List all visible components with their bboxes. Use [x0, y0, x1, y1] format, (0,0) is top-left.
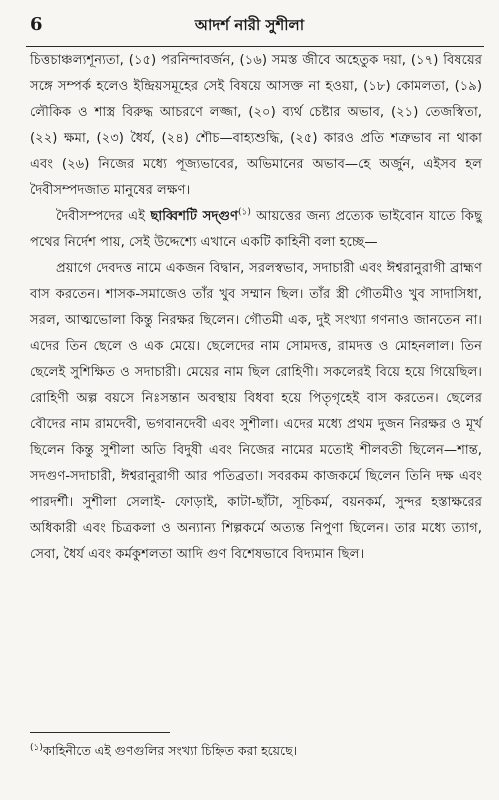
header-rule — [26, 46, 484, 47]
body-text — [30, 48, 482, 568]
running-title: আদর্শ নারী সুশীলা — [194, 16, 305, 34]
paragraph-2-end: আয়ত্তের জন্য প্রত্যেক ভাইবোন যাতে কিছু পথের নির্দেশ পায়, সেই উদ্দেশ্যে এখানে একটি কাহিনী বলা হচ্ছে— — [30, 209, 483, 250]
page-header — [0, 12, 499, 38]
footnote-mark: (১) — [30, 742, 43, 753]
paragraph-2 — [30, 204, 482, 256]
paragraph-1: চিত্তচাঞ্চল্যশূন্যতা, (১৫) পরনিন্দাবর্জন, (১৬) সমস্ত জীবে অহেতুক দয়া, (১৭) বিষয়ের সঙ্গে সম্পর্ক হলেও ইন্দ্রিয়সমূহের সেই বিষয়ে আসক্ত না হওয়া, (১৮) কোমলতা, (১৯) লৌকিক ও শাস্ত্র বিরুদ্ধ আচরণে লজ্জা, (২০) ব্যর্থ চেষ্টার অভাব, (২১) তেজস্বিতা, (২২) ক্ষমা, (২৩) ধৈর্য, (২৪) শৌচ—বাহ্যশুদ্ধি, (২৫) কারও প্রতি শত্রুভাব না থাকা এবং (২৬) নিজের মধ্যে পূজ্যভাবের, অভিমানের অভাব—হে অর্জুন, এইসব হল দৈবীসম্পদজাত মানুষের লক্ষণ। — [30, 53, 482, 198]
page-number: 6 — [30, 14, 43, 35]
paragraph-2-start: দৈবীসম্পদের এই — [56, 209, 151, 224]
bold-phrase: ছাব্বিশটি সদ্গুণ — [150, 209, 239, 224]
paragraph-3: প্রয়াগে দেবদত্ত নামে একজন বিদ্বান, সরলস্বভাব, সদাচারী এবং ঈশ্বরানুরাগী ব্রাহ্মণ বাস করতেন। শাসক-সমাজেও তাঁর খুব সম্মান ছিল। তাঁর স্ত্রী গৌতমীও খুব সাদাসিধা, সরল, আত্মভোলা কিন্তু নিরক্ষর ছিলেন। গৌতমী এক, দুই সংখ্যা গণনাও জানতেন না। এদের তিন ছেলে ও এক মেয়ে। ছেলেদের নাম সোমদত্ত, রামদত্ত ও মোহনলাল। তিন ছেলেই সুশিক্ষিত ও সদাচারী। মেয়ের নাম ছিল রোহিণী। সকলেরই বিয়ে হয়ে গিয়েছিল। রোহিণী অল্প বয়সে নিঃসন্তান অবস্থায় বিধবা হয়ে পিতৃগৃহেই বাস করতেন। ছেলের বৌদের নাম রামদেবী, ভগবানদেবী এবং সুশীলা। এদের মধ্যে প্রথম দুজন নিরক্ষর ও মূর্খ ছিলেন কিন্তু সুশীলা অতি বিদুষী এবং নিজের নামের মতোই শীলবতী ছিলেন—শান্ত, সদগুণ-সদাচারী, ঈশ্বরানুরাগী আর পতিব্রতা। সবরকম কাজকর্মে ছিলেন তিনি দক্ষ এবং পারদর্শী। সুশীলা সেলাই- ফোড়াই, কাটা-ছাঁটা, সূচিকর্ম, বয়নকর্ম, সুন্দর হস্তাক্ষরের অধিকারী এবং চিত্রকলা ও অন্যান্য শিল্পকর্মে অত্যন্ত নিপুণা ছিলেন। তার মধ্যে ত্যাগ, সেবা, ধৈর্য এবং কর্মকুশলতা আদি গুণ বিশেষভাবে বিদ্যমান ছিল। — [30, 261, 482, 562]
footnote — [30, 742, 482, 760]
footnote-rule — [30, 732, 170, 733]
footnote-text: কাহিনীতে এই গুণগুলির সংখ্যা চিহ্নিত করা হয়েছে। — [42, 743, 298, 758]
footnote-marker: (১) — [238, 207, 251, 218]
